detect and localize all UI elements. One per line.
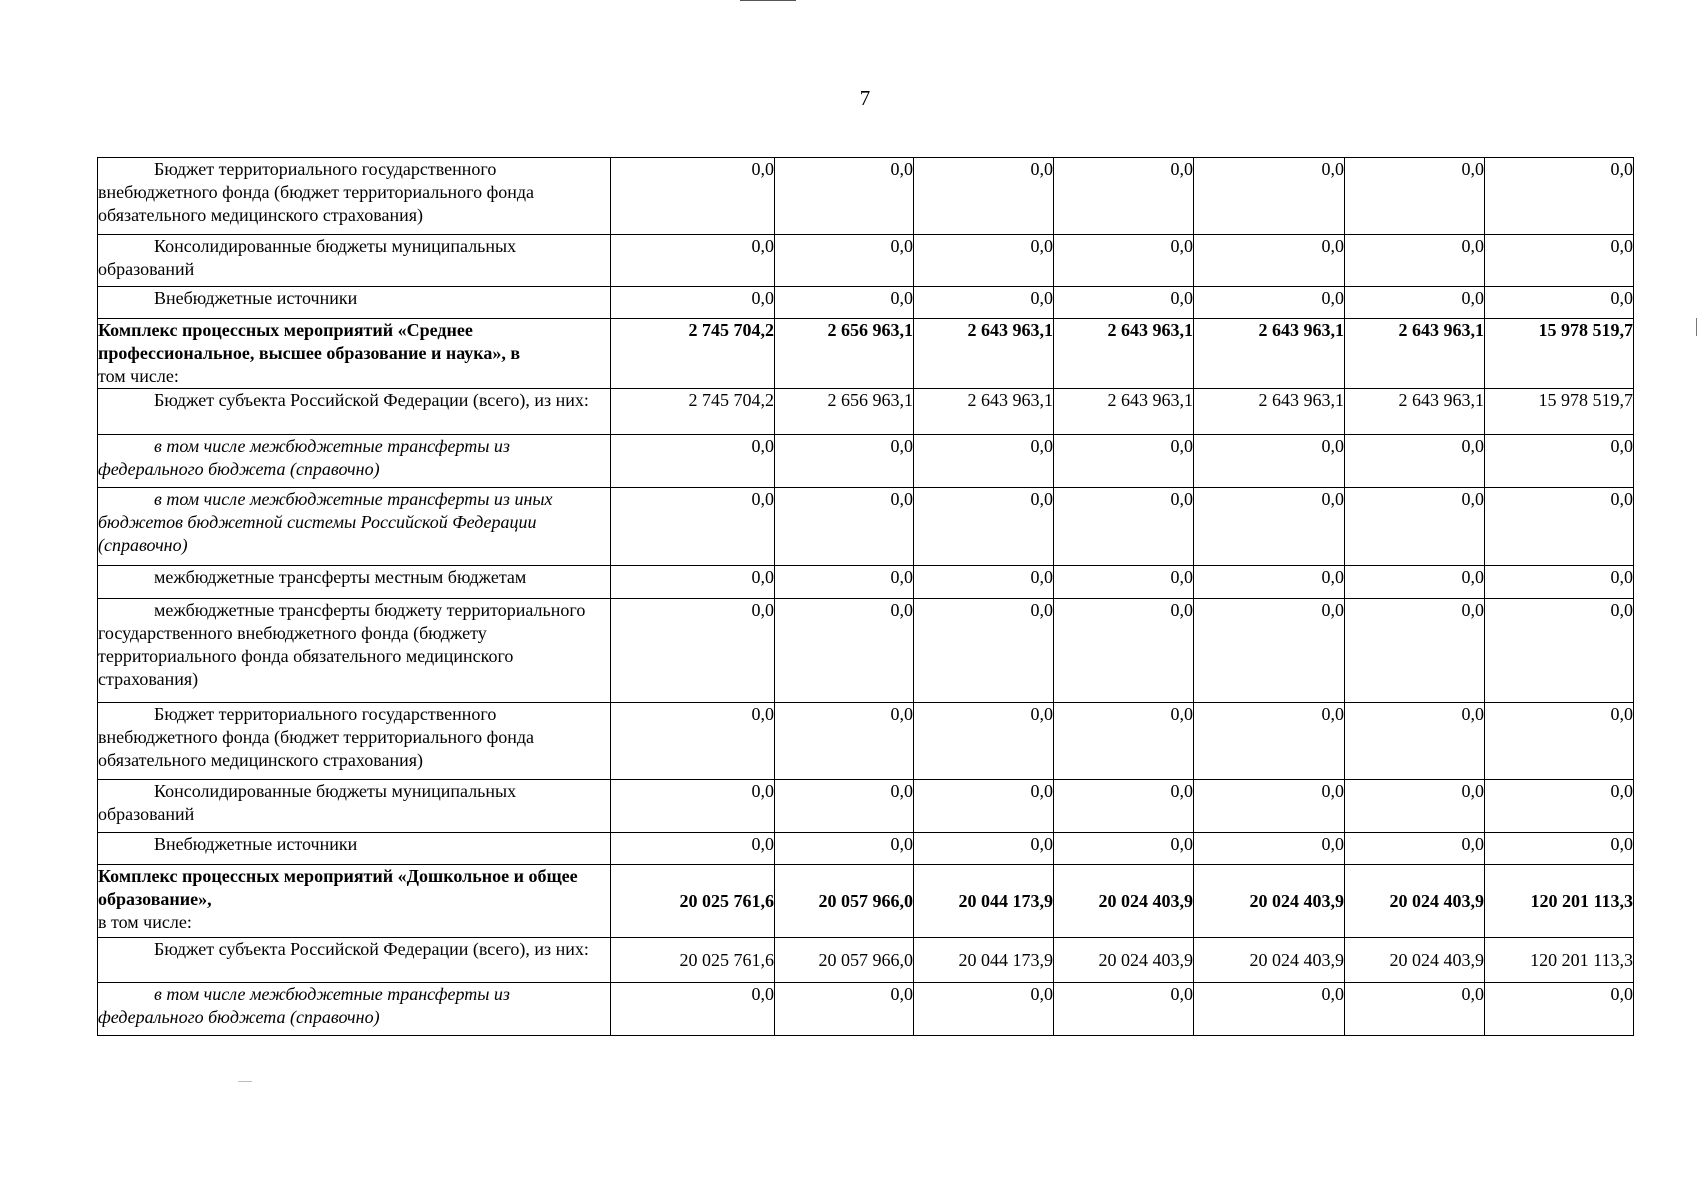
table-row (98, 865, 1634, 938)
value-cell: 0,0 (1194, 158, 1345, 235)
value-cell: 2 643 963,1 (1194, 319, 1345, 389)
table-row (98, 703, 1634, 780)
value-cell: 0,0 (1054, 435, 1194, 488)
margin-mark (1696, 318, 1697, 336)
value-cell: 0,0 (1345, 780, 1485, 833)
value-cell: 20 024 403,9 (1194, 938, 1345, 983)
value-cell: 0,0 (775, 235, 914, 287)
value-cell: 0,0 (1485, 235, 1634, 287)
value-cell: 0,0 (1485, 488, 1634, 566)
row-label: Внебюджетные источники (98, 833, 611, 865)
value-cell: 20 024 403,9 (1054, 865, 1194, 938)
value-cell: 0,0 (1485, 703, 1634, 780)
value-cell: 0,0 (914, 780, 1054, 833)
value-cell: 20 057 966,0 (775, 865, 914, 938)
value-cell: 0,0 (914, 833, 1054, 865)
value-cell: 0,0 (611, 983, 775, 1036)
value-cell: 0,0 (1485, 983, 1634, 1036)
value-cell: 0,0 (1345, 833, 1485, 865)
value-cell: 0,0 (775, 158, 914, 235)
value-cell: 2 643 963,1 (914, 319, 1054, 389)
value-cell: 0,0 (775, 599, 914, 703)
value-cell: 0,0 (611, 435, 775, 488)
row-label: в том числе межбюджетные трансферты из федерального бюджета (справочно) (98, 435, 611, 488)
value-cell: 20 024 403,9 (1054, 938, 1194, 983)
table-row (98, 780, 1634, 833)
table-row (98, 287, 1634, 319)
row-label: Комплекс процессных мероприятий «Среднее профессиональное, высшее образование и наука», в том числе: (98, 319, 611, 389)
value-cell: 0,0 (1194, 703, 1345, 780)
table-row (98, 235, 1634, 287)
value-cell: 0,0 (1054, 158, 1194, 235)
table-row (98, 435, 1634, 488)
value-cell: 0,0 (611, 488, 775, 566)
row-label: межбюджетные трансферты местным бюджетам (98, 566, 611, 599)
table-row (98, 599, 1634, 703)
value-cell: 0,0 (775, 780, 914, 833)
value-cell: 20 024 403,9 (1345, 865, 1485, 938)
value-cell: 15 978 519,7 (1485, 319, 1634, 389)
value-cell: 0,0 (1194, 488, 1345, 566)
value-cell: 0,0 (1485, 158, 1634, 235)
row-label: межбюджетные трансферты бюджету территориального государственного внебюджетного фонда (бюджету территориального фонда обязательного медицинского страхования) (98, 599, 611, 703)
value-cell: 0,0 (611, 833, 775, 865)
value-cell: 2 656 963,1 (775, 319, 914, 389)
value-cell: 0,0 (775, 488, 914, 566)
value-cell: 2 656 963,1 (775, 389, 914, 435)
value-cell: 0,0 (1345, 158, 1485, 235)
row-label: Бюджет субъекта Российской Федерации (всего), из них: (98, 389, 611, 435)
value-cell: 0,0 (1194, 599, 1345, 703)
value-cell: 20 025 761,6 (611, 865, 775, 938)
value-cell: 0,0 (914, 566, 1054, 599)
value-cell: 0,0 (775, 833, 914, 865)
value-cell: 0,0 (1194, 235, 1345, 287)
value-cell: 0,0 (611, 566, 775, 599)
row-label: Бюджет территориального государственного внебюджетного фонда (бюджет территориального фонда обязательного медицинского страхования) (98, 158, 611, 235)
value-cell: 0,0 (1485, 780, 1634, 833)
value-cell: 20 057 966,0 (775, 938, 914, 983)
row-label: Консолидированные бюджеты муниципальных образований (98, 235, 611, 287)
row-label: Внебюджетные источники (98, 287, 611, 319)
value-cell: 0,0 (1054, 703, 1194, 780)
value-cell: 0,0 (1485, 566, 1634, 599)
value-cell: 0,0 (1345, 235, 1485, 287)
value-cell: 0,0 (914, 703, 1054, 780)
table-row (98, 158, 1634, 235)
value-cell: 0,0 (1054, 983, 1194, 1036)
value-cell: 20 024 403,9 (1194, 865, 1345, 938)
value-cell: 0,0 (1054, 287, 1194, 319)
value-cell: 0,0 (1054, 566, 1194, 599)
value-cell: 0,0 (1345, 599, 1485, 703)
row-label: в том числе межбюджетные трансферты из иных бюджетов бюджетной системы Российской Федерации (справочно) (98, 488, 611, 566)
value-cell: 0,0 (914, 983, 1054, 1036)
row-label: в том числе межбюджетные трансферты из федерального бюджета (справочно) (98, 983, 611, 1036)
value-cell: 0,0 (1345, 435, 1485, 488)
value-cell: 0,0 (914, 435, 1054, 488)
value-cell: 0,0 (611, 703, 775, 780)
value-cell: 2 745 704,2 (611, 319, 775, 389)
value-cell: 0,0 (1194, 833, 1345, 865)
table-row (98, 566, 1634, 599)
value-cell: 0,0 (775, 566, 914, 599)
value-cell: 0,0 (1345, 488, 1485, 566)
value-cell: 15 978 519,7 (1485, 389, 1634, 435)
row-label: Консолидированные бюджеты муниципальных образований (98, 780, 611, 833)
value-cell: 0,0 (611, 235, 775, 287)
value-cell: 0,0 (611, 599, 775, 703)
value-cell: 2 643 963,1 (914, 389, 1054, 435)
table-row (98, 983, 1634, 1036)
value-cell: 20 025 761,6 (611, 938, 775, 983)
value-cell: 2 643 963,1 (1194, 389, 1345, 435)
table-row (98, 833, 1634, 865)
value-cell: 0,0 (775, 287, 914, 319)
value-cell: 0,0 (1054, 488, 1194, 566)
value-cell: 0,0 (914, 488, 1054, 566)
budget-table-body (98, 158, 1634, 1036)
value-cell: 0,0 (1345, 287, 1485, 319)
value-cell: 0,0 (914, 158, 1054, 235)
value-cell: 120 201 113,3 (1485, 865, 1634, 938)
table-row (98, 389, 1634, 435)
value-cell: 0,0 (1054, 599, 1194, 703)
value-cell: 0,0 (611, 287, 775, 319)
value-cell: 0,0 (611, 158, 775, 235)
value-cell: 20 044 173,9 (914, 865, 1054, 938)
value-cell: 0,0 (914, 287, 1054, 319)
top-edge-mark (740, 0, 796, 1)
value-cell: 0,0 (1485, 599, 1634, 703)
value-cell: 0,0 (914, 599, 1054, 703)
row-label: Бюджет территориального государственного внебюджетного фонда (бюджет территориального фонда обязательного медицинского страхования) (98, 703, 611, 780)
value-cell: 2 745 704,2 (611, 389, 775, 435)
value-cell: 20 044 173,9 (914, 938, 1054, 983)
value-cell: 0,0 (914, 235, 1054, 287)
value-cell: 0,0 (1194, 566, 1345, 599)
value-cell: 0,0 (1194, 287, 1345, 319)
value-cell: 0,0 (1054, 780, 1194, 833)
row-label: Комплекс процессных мероприятий «Дошкольное и общее образование», в том числе: (98, 865, 611, 938)
value-cell: 2 643 963,1 (1054, 319, 1194, 389)
value-cell: 0,0 (1345, 566, 1485, 599)
value-cell: 0,0 (775, 703, 914, 780)
value-cell: 0,0 (775, 435, 914, 488)
scan-speck (238, 1081, 252, 1082)
row-label: Бюджет субъекта Российской Федерации (всего), из них: (98, 938, 611, 983)
table-row (98, 938, 1634, 983)
table-row (98, 488, 1634, 566)
value-cell: 2 643 963,1 (1345, 389, 1485, 435)
value-cell: 0,0 (1345, 703, 1485, 780)
value-cell: 0,0 (1485, 435, 1634, 488)
value-cell: 0,0 (1194, 435, 1345, 488)
page-number: 7 (859, 86, 871, 110)
table-row (98, 319, 1634, 389)
value-cell: 0,0 (1194, 780, 1345, 833)
value-cell: 20 024 403,9 (1345, 938, 1485, 983)
value-cell: 0,0 (1194, 983, 1345, 1036)
value-cell: 0,0 (1485, 287, 1634, 319)
budget-table (97, 157, 1634, 1036)
value-cell: 2 643 963,1 (1054, 389, 1194, 435)
value-cell: 0,0 (1054, 833, 1194, 865)
value-cell: 120 201 113,3 (1485, 938, 1634, 983)
value-cell: 0,0 (1054, 235, 1194, 287)
value-cell: 0,0 (775, 983, 914, 1036)
value-cell: 0,0 (1345, 983, 1485, 1036)
value-cell: 0,0 (611, 780, 775, 833)
value-cell: 2 643 963,1 (1345, 319, 1485, 389)
value-cell: 0,0 (1485, 833, 1634, 865)
